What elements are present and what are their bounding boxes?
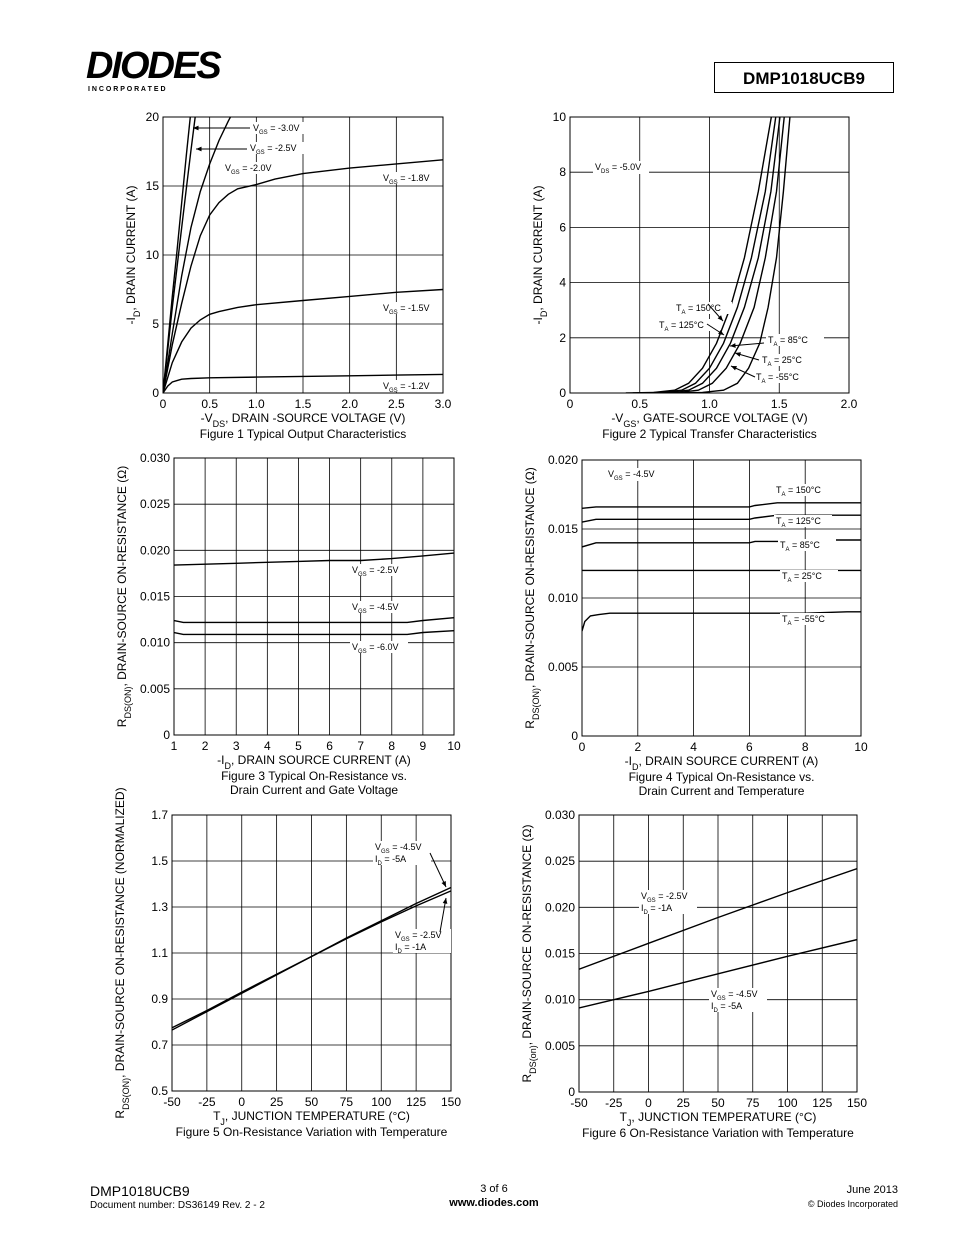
fig5-xtick-label: 150 [440,1095,462,1109]
fig6-ytick-label: 0.030 [544,808,575,822]
fig2-caption: Figure 2 Typical Transfer Characteristics [602,427,817,441]
logo-subtext: I N C O R P O R A T E D [88,86,166,93]
fig3-xtick-label: 2 [201,739,209,753]
fig6-ytick-label: 0 [568,1085,575,1099]
fig3-caption: Figure 3 Typical On-Resistance vs. [221,769,407,783]
footer-copyright: © Diodes Incorporated [807,1199,898,1209]
fig5-ytick-label: 1.1 [151,946,168,960]
fig4-xtick-label: 4 [690,740,697,754]
fig4-xtick-label: 6 [746,740,753,754]
fig5-series-label-1-line2: $I_D = -1A$ [395,942,427,955]
fig5-ytick-label: 0.7 [151,1038,168,1052]
fig2-series-label-1: $T_A = 125^\circ C$ [659,320,704,333]
fig5-series-label-0-line2: $I_D = -5A$ [375,854,407,867]
fig6-series-label-0: $V_{GS} = -2.5V$ [641,891,688,904]
fig2-x-axis-label: $-V_{GS}$, GATE-SOURCE VOLTAGE (V) [611,411,808,429]
fig2-xtick-label: 0 [566,397,574,411]
fig4-series-label-4: $T_A = -55^\circ C$ [782,614,825,627]
fig5-series-label-1: $V_{GS} = -2.5V$ [395,930,442,943]
fig1-series-line-2 [163,103,238,393]
fig5-caption: Figure 5 On-Resistance Variation with Temperature [175,1125,448,1139]
fig5-xtick-label: 125 [406,1095,427,1109]
fig1-series-label-2: $V_{GS} = -2.0V$ [225,163,272,176]
fig1-ytick-label: 5 [152,317,159,331]
fig4-caption: Drain Current and Temperature [638,784,805,798]
fig5-xtick-label: 0 [238,1095,246,1109]
fig3-xtick-label: 1 [170,739,178,753]
fig4-chart [523,453,868,798]
fig5-arrow-head [443,898,448,904]
fig6-xtick-label: 50 [711,1096,725,1110]
fig6-ytick-label: 0.015 [544,946,575,961]
fig3-ytick-label: 0 [163,728,170,742]
fig2-series-label-4: $T_A = -55^\circ C$ [756,372,799,385]
fig1-series-label-0: $V_{GS} = -3.0V$ [253,123,300,136]
fig6-y-axis-label: $R_{DS(on)}$, DRAIN-SOURCE ON-RESISTANCE (Ω) [520,824,538,1083]
fig5-chart [113,787,461,1139]
fig5-series-label-0: $V_{GS} = -4.5V$ [375,842,422,855]
fig2-arrow-head [718,330,724,335]
fig3-xtick-label: 8 [388,739,396,753]
fig6-xtick-label: 150 [846,1096,868,1110]
fig3-series-label-1: $V_{GS} = -4.5V$ [352,602,399,615]
fig3-ytick-label: 0.005 [139,681,170,696]
fig3-caption: Drain Current and Gate Voltage [229,783,399,797]
fig3-xtick-label: 9 [419,739,427,753]
fig2-y-axis-label: $-I_D$, DRAIN CURRENT (A) [531,185,549,325]
fig3-ytick-label: 0.015 [139,589,170,604]
fig5-xtick-label: 100 [371,1095,392,1109]
fig6-ytick-label: 0.020 [544,900,575,915]
fig3-y-axis-label: $R_{DS(ON)}$, DRAIN-SOURCE ON-RESISTANCE (Ω) [115,465,133,728]
fig2-series-label-0: $T_A = 150^\circ C$ [676,303,721,316]
fig6-series-label-0-line2: $I_D = -1A$ [641,903,673,916]
fig2-ytick-label: 4 [559,275,566,290]
fig1-y-axis-label: $-I_D$, DRAIN CURRENT (A) [124,185,142,325]
fig5-xtick-label: 75 [339,1095,354,1109]
fig1-xtick-label: 2.0 [341,397,359,411]
fig3-x-axis-label: $-I_D$, DRAIN SOURCE CURRENT (A) [217,753,411,771]
fig2-series-line-3 [647,112,785,394]
fig1-arrow-head [196,147,202,152]
fig6-xtick-label: 0 [645,1096,652,1110]
fig2-annotation: $V_{DS} = -5.0V$ [595,162,642,175]
fig1-ytick-label: 15 [145,179,159,193]
fig4-series-label-0: $T_A = 150^\circ C$ [776,485,821,498]
fig3-xtick-label: 3 [232,739,240,753]
fig3-series-line-0 [174,553,454,565]
fig5-x-axis-label: $T_J$, JUNCTION TEMPERATURE (°C) [213,1109,410,1127]
fig2-series-label-2: $T_A = 85^\circ C$ [768,335,808,348]
fig5-y-axis-label: $R_{DS(ON)}$, DRAIN-SOURCE ON-RESISTANCE (NORMALIZED) [113,787,131,1119]
fig1-ytick-label: 20 [145,110,159,124]
fig2-arrow-head [735,352,741,356]
fig1-series-label-5: $V_{GS} = -1.2V$ [383,381,430,394]
fig4-y-axis-label: $R_{DS(ON)}$, DRAIN-SOURCE ON-RESISTANCE (Ω) [523,467,541,729]
footer-website[interactable]: www.diodes.com [449,1197,539,1209]
fig1-series-line-1 [163,113,196,393]
fig4-x-axis-label: $-I_D$, DRAIN SOURCE CURRENT (A) [624,754,819,772]
fig4-series-line-0 [582,503,861,509]
fig4-ytick-label: 0.010 [547,591,578,605]
fig5-ytick-label: 0.5 [151,1084,168,1098]
fig1-series-label-4: $V_{GS} = -1.5V$ [383,303,430,316]
fig3-ytick-label: 0.010 [139,635,170,650]
fig1-xtick-label: 1.0 [247,397,265,411]
fig3-xtick-label: 4 [263,739,271,753]
fig6-series-label-1: $V_{GS} = -4.5V$ [711,989,758,1002]
fig3-series-line-1 [174,618,454,623]
fig4-xtick-label: 0 [578,740,586,754]
fig1-caption: Figure 1 Typical Output Characteristics [199,427,407,441]
fig6-x-axis-label: $T_J$, JUNCTION TEMPERATURE (°C) [619,1110,817,1128]
fig1-series-label-1: $V_{GS} = -2.5V$ [250,143,297,156]
fig1-series-label-3: $V_{GS} = -1.8V$ [383,173,430,186]
fig6-xtick-label: -25 [605,1096,623,1110]
fig3-xtick-label: 10 [447,739,461,753]
fig4-ytick-label: 0 [571,729,578,743]
fig3-ytick-label: 0.020 [139,543,170,558]
fig2-xtick-label: 2.0 [840,397,858,411]
fig6-xtick-label: 25 [676,1096,690,1110]
fig3-series-line-2 [174,631,454,635]
fig3-ytick-label: 0.025 [139,497,170,512]
fig6-series-label-1-line2: $I_D = -5A$ [711,1001,743,1014]
fig3-xtick-label: 5 [295,739,302,753]
footer-date: June 2013 [846,1184,898,1196]
fig5-xtick-label: -50 [163,1095,181,1109]
footer-doc-number: Document number: DS36149 Rev. 2 - 2 [90,1200,265,1211]
fig2-series-line-4 [668,112,791,394]
fig6-caption: Figure 6 On-Resistance Variation with Temperature [582,1126,854,1140]
fig6-chart [520,808,867,1140]
fig6-xtick-label: 100 [777,1096,798,1110]
fig2-series-line-1 [633,112,777,394]
fig3-xtick-label: 6 [326,739,333,753]
fig4-series-label-2: $T_A = 85^\circ C$ [780,540,820,553]
fig1-xtick-label: 2.5 [387,397,405,411]
fig3-series-label-2: $V_{GS} = -6.0V$ [352,642,399,655]
fig2-ytick-label: 10 [552,110,566,124]
fig5-ytick-label: 1.5 [151,854,168,868]
fig2-xtick-label: 0.5 [631,397,649,411]
fig5-ytick-label: 0.9 [151,992,168,1006]
fig2-xtick-label: 1.0 [701,397,718,411]
fig4-ytick-label: 0.005 [547,660,578,674]
fig2-ytick-label: 2 [559,330,566,345]
fig4-xtick-label: 2 [634,740,642,754]
fig3-chart [115,451,461,797]
fig2-chart [531,110,858,441]
fig6-ytick-label: 0.010 [544,992,575,1007]
fig4-xtick-label: 8 [801,740,809,754]
fig1-xtick-label: 0 [159,397,167,411]
footer-part-number: DMP1018UCB9 [90,1183,190,1199]
fig5-xtick-label: 50 [304,1095,319,1109]
fig4-annotation: $V_{GS} = -4.5V$ [608,469,655,482]
fig4-ytick-label: 0.020 [547,453,578,467]
fig5-label-arrow [430,853,446,887]
fig3-series-label-0: $V_{GS} = -2.5V$ [352,565,399,578]
fig6-ytick-label: 0.005 [544,1038,575,1053]
part-number-box: DMP1018UCB9 [714,62,894,93]
fig6-xtick-label: 125 [812,1096,833,1110]
fig1-xtick-label: 3.0 [434,397,452,411]
fig1-chart [124,103,452,441]
fig5-xtick-label: -25 [198,1095,216,1109]
fig3-xtick-label: 7 [357,739,365,753]
fig4-xtick-label: 10 [854,740,868,754]
fig4-ytick-label: 0.015 [547,522,578,536]
fig2-ytick-label: 0 [559,386,566,400]
fig2-xtick-label: 1.5 [770,397,788,411]
fig5-ytick-label: 1.7 [151,808,168,822]
fig2-series-line-0 [626,112,773,394]
fig5-ytick-label: 1.3 [151,900,168,914]
fig2-series-label-3: $T_A = 25^\circ C$ [762,355,802,368]
fig6-ytick-label: 0.025 [544,854,575,869]
fig2-ytick-label: 6 [559,220,566,235]
logo-text: DIODES [86,48,220,87]
footer-page: 3 of 6 [480,1183,508,1195]
fig4-series-label-1: $T_A = 125^\circ C$ [776,516,821,529]
fig6-xtick-label: 75 [746,1096,760,1110]
fig2-ytick-label: 8 [559,165,566,180]
fig4-series-label-3: $T_A = 25^\circ C$ [782,571,822,584]
fig2-series-line-2 [640,112,781,394]
fig1-x-axis-label: $-V_{DS}$, DRAIN -SOURCE VOLTAGE (V) [200,411,406,429]
fig5-xtick-label: 25 [269,1095,284,1109]
fig1-ytick-label: 10 [145,248,159,262]
fig6-xtick-label: -50 [570,1096,588,1110]
fig3-ytick-label: 0.030 [139,451,170,465]
fig4-caption: Figure 4 Typical On-Resistance vs. [628,770,815,784]
fig1-xtick-label: 0.5 [201,397,219,411]
fig1-ytick-label: 0 [152,386,159,400]
fig1-xtick-label: 1.5 [294,397,312,411]
